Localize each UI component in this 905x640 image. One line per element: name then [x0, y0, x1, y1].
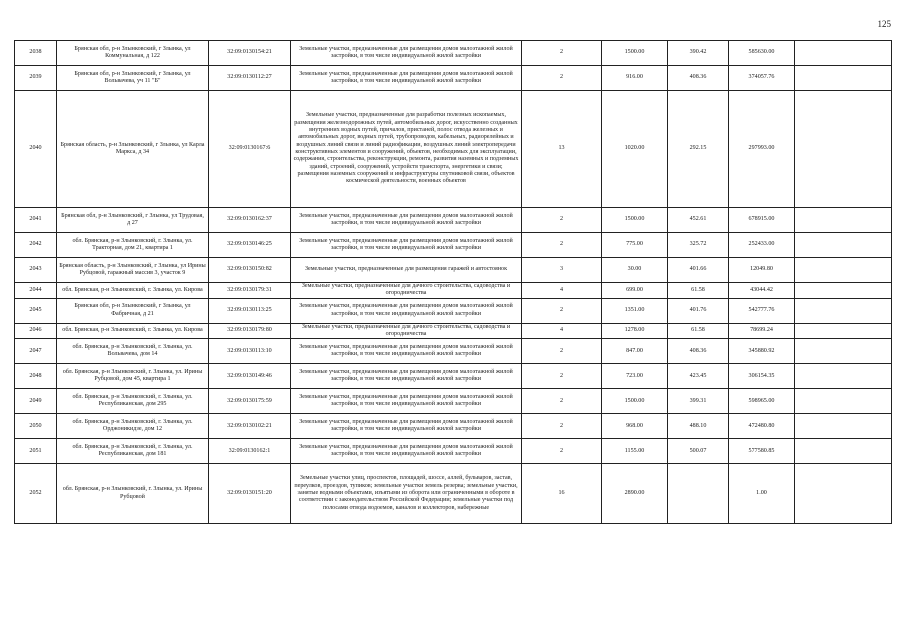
- cadastral-value-cell: 577580.85: [729, 439, 795, 464]
- category-cell: 2: [522, 414, 602, 439]
- row-number-cell: 2042: [15, 233, 57, 258]
- empty-cell: [795, 439, 892, 464]
- address-cell: Брянская область, р-н Злынковский, г Злынка, ул Карла Маркса, д 34: [57, 91, 209, 208]
- cadastral-value-cell: 43044.42: [729, 283, 795, 299]
- cadastral-value-cell: 542777.76: [729, 298, 795, 323]
- area-cell: 1500.00: [602, 389, 668, 414]
- area-cell: 916.00: [602, 66, 668, 91]
- table-row: [15, 414, 892, 439]
- page-number: 125: [877, 19, 891, 29]
- cadastral-value-cell: 598965.00: [729, 389, 795, 414]
- land-use-cell: Земельные участки, предназначенные для размещения домов малоэтажной жилой застройки, в том числе индивидуальной жилой застройки: [291, 339, 522, 364]
- table-row: [15, 464, 892, 524]
- specific-value-cell: 500.07: [668, 439, 729, 464]
- category-cell: 2: [522, 439, 602, 464]
- category-cell: 2: [522, 208, 602, 233]
- area-cell: 1278.00: [602, 323, 668, 339]
- table-row: [15, 66, 892, 91]
- empty-cell: [795, 339, 892, 364]
- row-number-cell: 2039: [15, 66, 57, 91]
- specific-value-cell: 61.58: [668, 283, 729, 299]
- table-row: [15, 339, 892, 364]
- cadastral-number-cell: 32:09:0130162:1: [209, 439, 291, 464]
- land-use-cell: Земельные участки, предназначенные для дачного строительства, садоводства и огородничества: [291, 283, 522, 299]
- cadastral-number-cell: 32:09:0130179:31: [209, 283, 291, 299]
- category-cell: 4: [522, 283, 602, 299]
- empty-cell: [795, 323, 892, 339]
- specific-value-cell: 452.61: [668, 208, 729, 233]
- row-number-cell: 2052: [15, 464, 57, 524]
- category-cell: 4: [522, 323, 602, 339]
- row-number-cell: 2043: [15, 258, 57, 283]
- cadastral-number-cell: 32:09:0130150:82: [209, 258, 291, 283]
- land-use-cell: Земельные участки, предназначенные для размещения домов малоэтажной жилой застройки, в том числе индивидуальной жилой застройки: [291, 298, 522, 323]
- empty-cell: [795, 258, 892, 283]
- land-use-cell: Земельные участки улиц, проспектов, площадей, шоссе, аллей, бульваров, застав, переулков, проездов, тупиков; земельные участки земель резерва; земельные участки, занятые водными объектами, изъятыми из оборота или ограниченными в обороте в соответствии с законодательством Российской Федерации; земельные участки под полосами отвода водоемов, каналов и коллекторов, набережные: [291, 464, 522, 524]
- address-cell: Брянская обл, р-н Злынковский, г Злынка, ул Коммунальная, д 122: [57, 41, 209, 66]
- specific-value-cell: 325.72: [668, 233, 729, 258]
- cadastral-number-cell: 32:09:0130146:25: [209, 233, 291, 258]
- land-use-cell: Земельные участки, предназначенные для размещения домов малоэтажной жилой застройки, в том числе индивидуальной жилой застройки: [291, 233, 522, 258]
- land-use-cell: Земельные участки, предназначенные для размещения домов малоэтажной жилой застройки, в том числе индивидуальной жилой застройки: [291, 439, 522, 464]
- address-cell: обл. Брянская, р-н Злынковский, г. Злынка, ул. Вольвачева, дом 14: [57, 339, 209, 364]
- specific-value-cell: 292.15: [668, 91, 729, 208]
- address-cell: Брянская обл, р-н Злынковский, г Злынка, ул Вольвачева, уч 11 "Б": [57, 66, 209, 91]
- row-number-cell: 2040: [15, 91, 57, 208]
- cadastral-value-cell: 252433.00: [729, 233, 795, 258]
- land-use-cell: Земельные участки, предназначенные для дачного строительства, садоводства и огородничества: [291, 323, 522, 339]
- area-cell: 30.00: [602, 258, 668, 283]
- area-cell: 2890.00: [602, 464, 668, 524]
- category-cell: 3: [522, 258, 602, 283]
- category-cell: 16: [522, 464, 602, 524]
- category-cell: 2: [522, 41, 602, 66]
- address-cell: обл. Брянская, р-н Злынковский, г. Злынка, ул. Тракторная, дом 21, квартира 1: [57, 233, 209, 258]
- address-cell: обл. Брянская, р-н Злынковский, г. Злынка, ул. Ирины Рубцовой: [57, 464, 209, 524]
- address-cell: Брянская область, р-н Злынковский, г Злынка, ул Ирины Рубцовой, гаражный массив 3, участок 9: [57, 258, 209, 283]
- cadastral-number-cell: 32:09:0130102:21: [209, 414, 291, 439]
- table-row: [15, 91, 892, 208]
- empty-cell: [795, 91, 892, 208]
- category-cell: 2: [522, 66, 602, 91]
- cadastral-number-cell: 32:09:0130167:6: [209, 91, 291, 208]
- table-row: [15, 208, 892, 233]
- cadastral-number-cell: 32:09:0130151:20: [209, 464, 291, 524]
- cadastral-number-cell: 32:09:0130175:59: [209, 389, 291, 414]
- row-number-cell: 2049: [15, 389, 57, 414]
- table-body: [15, 41, 892, 524]
- table-row: [15, 283, 892, 299]
- table-row: [15, 233, 892, 258]
- category-cell: 2: [522, 389, 602, 414]
- land-use-cell: Земельные участки, предназначенные для размещения домов малоэтажной жилой застройки, в том числе индивидуальной жилой застройки: [291, 414, 522, 439]
- category-cell: 2: [522, 339, 602, 364]
- cadastral-value-cell: 678915.00: [729, 208, 795, 233]
- category-cell: 2: [522, 233, 602, 258]
- table-row: [15, 439, 892, 464]
- category-cell: 2: [522, 298, 602, 323]
- area-cell: 1500.00: [602, 41, 668, 66]
- row-number-cell: 2041: [15, 208, 57, 233]
- cadastral-value-cell: 306154.35: [729, 364, 795, 389]
- row-number-cell: 2051: [15, 439, 57, 464]
- specific-value-cell: 61.58: [668, 323, 729, 339]
- area-cell: 1500.00: [602, 208, 668, 233]
- cadastral-value-cell: 374057.76: [729, 66, 795, 91]
- area-cell: 968.00: [602, 414, 668, 439]
- empty-cell: [795, 364, 892, 389]
- row-number-cell: 2045: [15, 298, 57, 323]
- area-cell: 847.00: [602, 339, 668, 364]
- cadastral-value-cell: 12049.80: [729, 258, 795, 283]
- table-row: [15, 389, 892, 414]
- specific-value-cell: 399.31: [668, 389, 729, 414]
- row-number-cell: 2047: [15, 339, 57, 364]
- category-cell: 2: [522, 364, 602, 389]
- empty-cell: [795, 283, 892, 299]
- address-cell: Брянская обл, р-н Злынковский, г Злынка, ул Трудовая, д 27: [57, 208, 209, 233]
- category-cell: 13: [522, 91, 602, 208]
- cadastral-value-cell: 78699.24: [729, 323, 795, 339]
- cadastral-value-cell: 345880.92: [729, 339, 795, 364]
- cadastral-number-cell: 32:09:0130112:27: [209, 66, 291, 91]
- cadastral-number-cell: 32:09:0130149:46: [209, 364, 291, 389]
- row-number-cell: 2044: [15, 283, 57, 299]
- specific-value-cell: 488.10: [668, 414, 729, 439]
- address-cell: обл. Брянская, р-н Злынковский, г. Злынка, ул. Республиканская, дом 181: [57, 439, 209, 464]
- area-cell: 1155.00: [602, 439, 668, 464]
- row-number-cell: 2038: [15, 41, 57, 66]
- table-row: [15, 323, 892, 339]
- empty-cell: [795, 464, 892, 524]
- area-cell: 775.00: [602, 233, 668, 258]
- land-use-cell: Земельные участки, предназначенные для размещения домов малоэтажной жилой застройки, в том числе индивидуальной жилой застройки: [291, 66, 522, 91]
- land-use-cell: Земельные участки, предназначенные для размещения гаражей и автостоянок: [291, 258, 522, 283]
- land-use-cell: Земельные участки, предназначенные для размещения домов малоэтажной жилой застройки, в том числе индивидуальной жилой застройки: [291, 208, 522, 233]
- empty-cell: [795, 298, 892, 323]
- row-number-cell: 2050: [15, 414, 57, 439]
- specific-value-cell: [668, 464, 729, 524]
- empty-cell: [795, 66, 892, 91]
- cadastral-value-cell: 297993.00: [729, 91, 795, 208]
- land-use-cell: Земельные участки, предназначенные для размещения домов малоэтажной жилой застройки, в том числе индивидуальной жилой застройки: [291, 389, 522, 414]
- area-cell: 723.00: [602, 364, 668, 389]
- cadastral-number-cell: 32:09:0130179:80: [209, 323, 291, 339]
- land-use-cell: Земельные участки, предназначенные для разработки полезных ископаемых, размещения железнодорожных путей, автомобильных дорог, искусственно созданных внутренних водных путей, причалов, пристаней, полос отвода железных и автомобильных дорог, водных путей, трубопроводов, кабельных, радиорелейных и воздушных линий связи и линий радиофикации, воздушных линий электропередачи конструктивных элементов и сооружений, объектов, необходимых для эксплуатации, содержания, строительства, реконструкции, ремонта, развития наземных и подземных зданий, строений, сооружений, устройств транспорта, энергетики и связи; размещения наземных сооружений и инфраструктуры спутниковой связи, объектов космической деятельности, военных объектов: [291, 91, 522, 208]
- area-cell: 1020.00: [602, 91, 668, 208]
- empty-cell: [795, 208, 892, 233]
- address-cell: Брянская обл, р-н Злынковский, г Злынка, ул Фабричная, д 21: [57, 298, 209, 323]
- specific-value-cell: 401.76: [668, 298, 729, 323]
- table-row: [15, 41, 892, 66]
- address-cell: обл. Брянская, р-н Злынковский, г. Злынка, ул. Кирова: [57, 323, 209, 339]
- address-cell: обл. Брянская, р-н Злынковский, г. Злынка, ул. Кирова: [57, 283, 209, 299]
- land-use-cell: Земельные участки, предназначенные для размещения домов малоэтажной жилой застройки, в том числе индивидуальной жилой застройки: [291, 41, 522, 66]
- cadastral-value-cell: 472480.80: [729, 414, 795, 439]
- area-cell: 1351.00: [602, 298, 668, 323]
- cadastral-number-cell: 32:09:0130113:10: [209, 339, 291, 364]
- cadastral-number-cell: 32:09:0130113:25: [209, 298, 291, 323]
- address-cell: обл. Брянская, р-н Злынковский, г. Злынка, ул. Орджоникидзе, дом 12: [57, 414, 209, 439]
- specific-value-cell: 423.45: [668, 364, 729, 389]
- empty-cell: [795, 414, 892, 439]
- empty-cell: [795, 389, 892, 414]
- address-cell: обл. Брянская, р-н Злынковский, г. Злынка, ул. Республиканская, дом 295: [57, 389, 209, 414]
- empty-cell: [795, 233, 892, 258]
- specific-value-cell: 408.36: [668, 66, 729, 91]
- specific-value-cell: 408.36: [668, 339, 729, 364]
- table-row: [15, 364, 892, 389]
- cadastral-number-cell: 32:09:0130162:37: [209, 208, 291, 233]
- land-registry-table: [14, 40, 892, 524]
- row-number-cell: 2046: [15, 323, 57, 339]
- cadastral-value-cell: 1.00: [729, 464, 795, 524]
- row-number-cell: 2048: [15, 364, 57, 389]
- land-use-cell: Земельные участки, предназначенные для размещения домов малоэтажной жилой застройки, в том числе индивидуальной жилой застройки: [291, 364, 522, 389]
- address-cell: обл. Брянская, р-н Злынковский, г. Злынка, ул. Ирины Рубцовой, дом 45, квартира 1: [57, 364, 209, 389]
- table-row: [15, 298, 892, 323]
- specific-value-cell: 401.66: [668, 258, 729, 283]
- cadastral-number-cell: 32:09:0130154:21: [209, 41, 291, 66]
- area-cell: 699.00: [602, 283, 668, 299]
- empty-cell: [795, 41, 892, 66]
- specific-value-cell: 390.42: [668, 41, 729, 66]
- cadastral-value-cell: 585630.00: [729, 41, 795, 66]
- table-row: [15, 258, 892, 283]
